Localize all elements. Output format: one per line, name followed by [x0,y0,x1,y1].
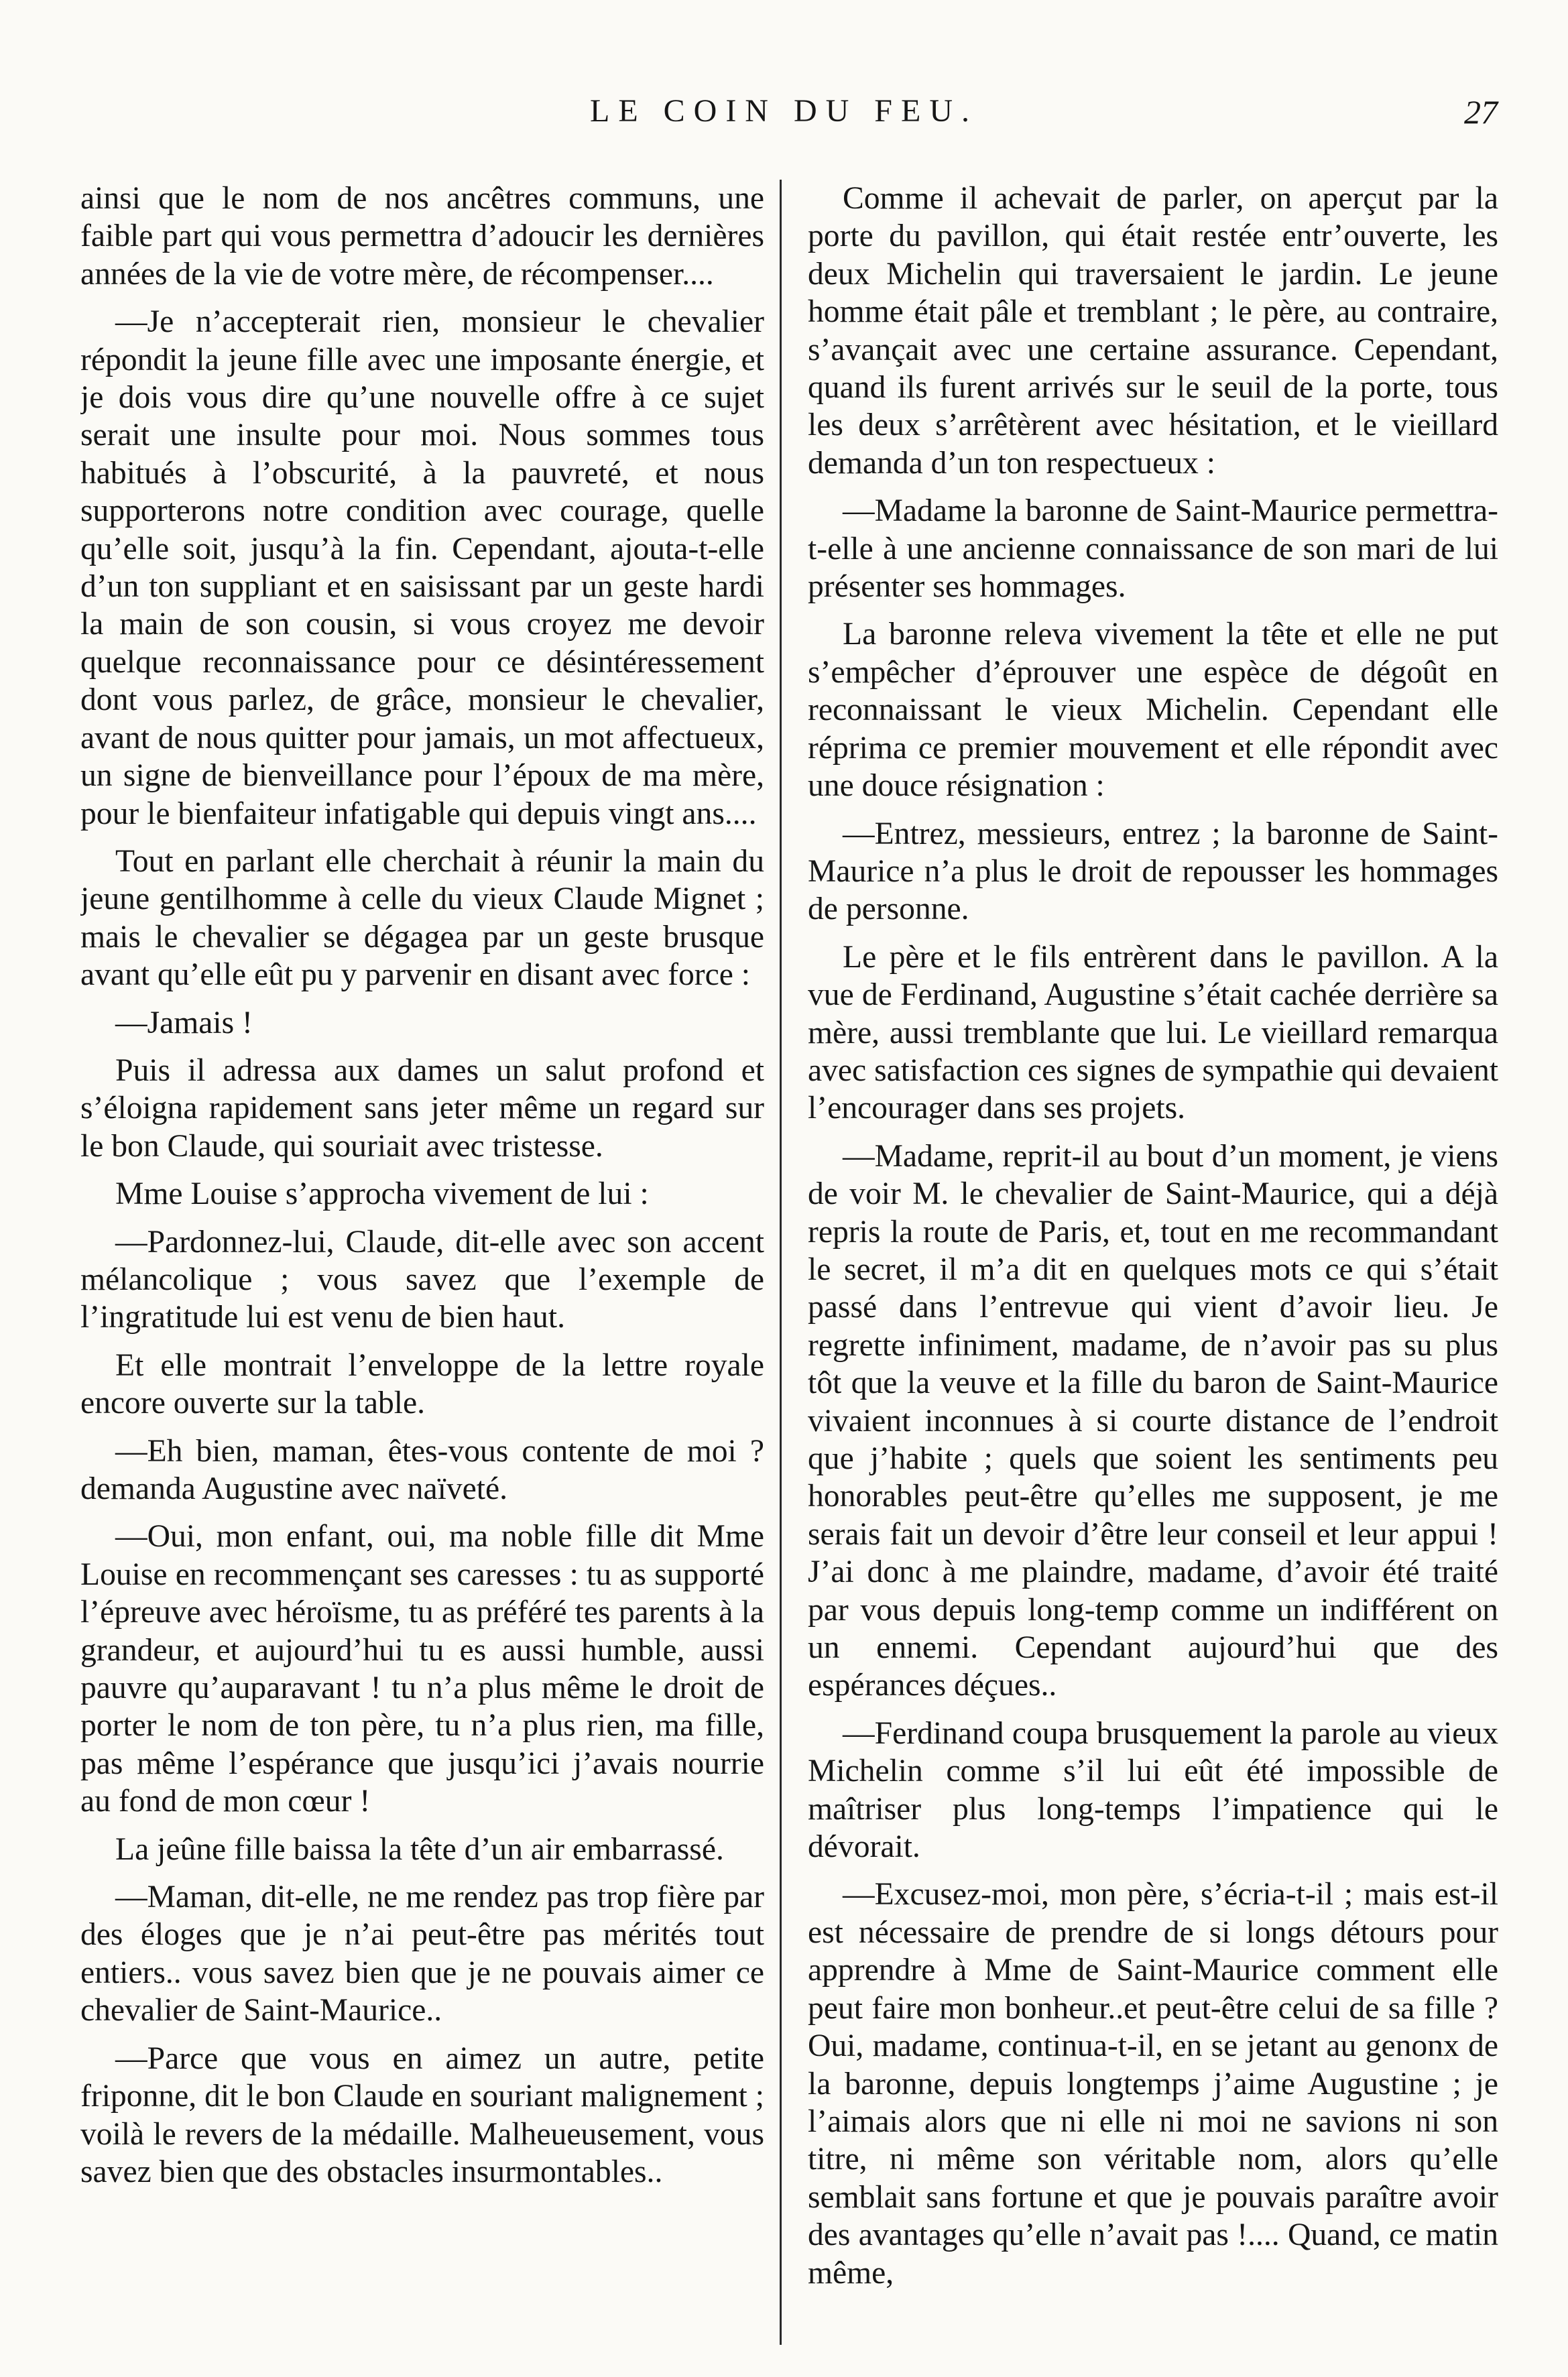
page-header [0,93,1568,146]
column-divider [780,180,782,2345]
left-column [80,180,764,2345]
paragraph: —Ferdinand coupa brusquement la parole au vieux Michelin comme s’il lui eût été impossible de maîtriser plus long-temps l’impatience qui le dévorait. [808,1715,1498,1865]
paragraph: —Jamais ! [115,1005,253,1040]
paragraph: —Je n’accepterait rien, monsieur le chevalier répondit la jeune fille avec une imposante énergie, et je dois vous dire qu’une nouvelle offre à ce sujet serait une insulte pour moi. Nous sommes tous habitués à l’obscurité, à la pauvreté, et nous supporterons notre condition avec courage, quelle qu’elle soit, jusqu’à la fin. Cependant, ajouta-t-elle d’un ton suppliant et en saisissant par un geste hardi la main de son cousin, si vous croyez me devoir quelque reconnaissance pour ce désintéressement dont vous parlez, de grâce, monsieur le chevalier, avant de nous quitter pour jamais, un mot affectueux, un signe de bienveillance pour l’époux de ma mère, pour le bienfaiteur infatigable qui depuis vingt ans.... [80,304,764,831]
paragraph: —Madame, reprit-il au bout d’un moment, je viens de voir M. le chevalier de Saint-Maurice, qui a déjà repris la route de Paris, et, tout en me recommandant le secret, il m’a dit en quelques mots ce qui s’était passé dans l’entrevue qui vient d’avoir lieu. Je regrette infiniment, madame, de n’avoir pas su plus tôt que la veuve et la fille du baron de Saint-Maurice vivaient inconnues à si courte distance de l’endroit que j’habite ; quels que soient les sentiments peu honorables peut-être qu’elles me supposent, je me serais fait un devoir d’être leur conseil et leur appui ! J’ai donc à me plaindre, madame, d’avoir été traité par vous depuis long-temp comme un indifférent on un ennemi. Cependant aujourd’hui que des espérances déçues.. [808,1138,1498,1703]
paragraph: La jeûne fille baissa la tête d’un air embarrassé. [115,1831,724,1867]
paragraph: —Maman, dit-elle, ne me rendez pas trop fière par des éloges que je n’ai peut-être pas mérités tout entiers.. vous savez bien que je ne pouvais aimer ce chevalier de Saint-Maurice.. [80,1880,764,2028]
paragraph: —Madame la baronne de Saint-Maurice permettra-t-elle à une ancienne connaissance de son mari de lui présenter ses hommages. [808,493,1498,605]
paragraph: Mme Louise s’approcha vivement de lui : [115,1176,649,1212]
paragraph: —Parce que vous en aimez un autre, petite friponne, dit le bon Claude en souriant malignement ; voilà le revers de la médaille. Malheueusement, vous savez bien que des obstacles insurmontables.. [80,2040,764,2189]
paragraph: —Pardonnez-lui, Claude, dit-elle avec son accent mélancolique ; vous savez que l’exemple de l’ingratitude lui est venu de bien haut. [80,1224,764,1335]
paragraph: Puis il adressa aux dames un salut profond et s’éloigna rapidement sans jeter même un regard sur le bon Claude, qui souriait avec tristesse. [80,1052,764,1164]
paragraph: —Oui, mon enfant, oui, ma noble fille dit Mme Louise en recommençant ses caresses : tu as supporté l’épreuve avec héroïsme, tu as préféré tes parents à la grandeur, et aujourd’hui tu es aussi humble, aussi pauvre qu’auparavant ! tu n’a plus même le droit de porter le nom de ton père, tu n’a plus rien, ma fille, pas même l’espérance que jusqu’ici j’avais nourrie au fond de mon cœur ! [80,1519,764,1819]
paragraph: —Entrez, messieurs, entrez ; la baronne de Saint-Maurice n’a plus le droit de repousser les hommages de personne. [808,816,1498,927]
paragraph: Le père et le fils entrèrent dans le pavillon. A la vue de Ferdinand, Augustine s’était cachée derrière sa mère, aussi tremblante que lui. Le vieillard remarqua avec satisfaction ces signes de sympathie qui devaient l’encourager dans ses projets. [808,939,1498,1126]
paragraph: ainsi que le nom de nos ancêtres communs, une faible part qui vous permettra d’adoucir les dernières années de la vie de votre mère, de récompenser.... [80,181,764,292]
paragraph: —Eh bien, maman, êtes-vous contente de moi ? demanda Augustine avec naïveté. [80,1433,764,1506]
paragraph: La baronne releva vivement la tête et elle ne put s’empêcher d’éprouver une espèce de dégoût en reconnaissant le vieux Michelin. Cependant elle réprima ce premier mouvement et elle répondit avec une douce résignation : [808,617,1498,804]
paragraph: Tout en parlant elle cherchait à réunir la main du jeune gentilhomme à celle du vieux Claude Mignet ; mais le chevalier se dégagea par un geste brusque avant qu’elle eût pu y parvenir en disant avec force : [80,843,764,993]
page-number: 27 [1464,93,1498,131]
paragraph: Comme il achevait de parler, on aperçut par la porte du pavillon, qui était restée entr’ouverte, les deux Michelin qui traversaient le jardin. Le jeune homme était pâle et tremblant ; le père, au contraire, s’avançait avec une certaine assurance. Cependant, quand ils furent arrivés sur le seuil de la porte, tous les deux s’arrêtèrent avec hésitation, et le vieillard demanda d’un ton respectueux : [808,181,1498,481]
paragraph: —Excusez-moi, mon père, s’écria-t-il ; mais est-il est nécessaire de prendre de si longs détours pour apprendre à Mme de Saint-Maurice comment elle peut faire mon bonheur..et peut-être celui de sa fille ? Oui, madame, continua-t-il, en se jetant au genonx de la baronne, depuis longtemps j’aime Augustine ; je l’aimais alors que ni elle ni moi ne savions ni son titre, ni même son véritable nom, alors qu’elle semblait sans fortune et que je pouvais paraître avoir des avantages qu’elle n’avait pas !.... Quand, ce matin même, [808,1877,1498,2291]
running-title: LE COIN DU FEU. [590,93,978,129]
right-column [808,180,1498,2345]
paragraph: Et elle montrait l’enveloppe de la lettre royale encore ouverte sur la table. [80,1347,764,1421]
